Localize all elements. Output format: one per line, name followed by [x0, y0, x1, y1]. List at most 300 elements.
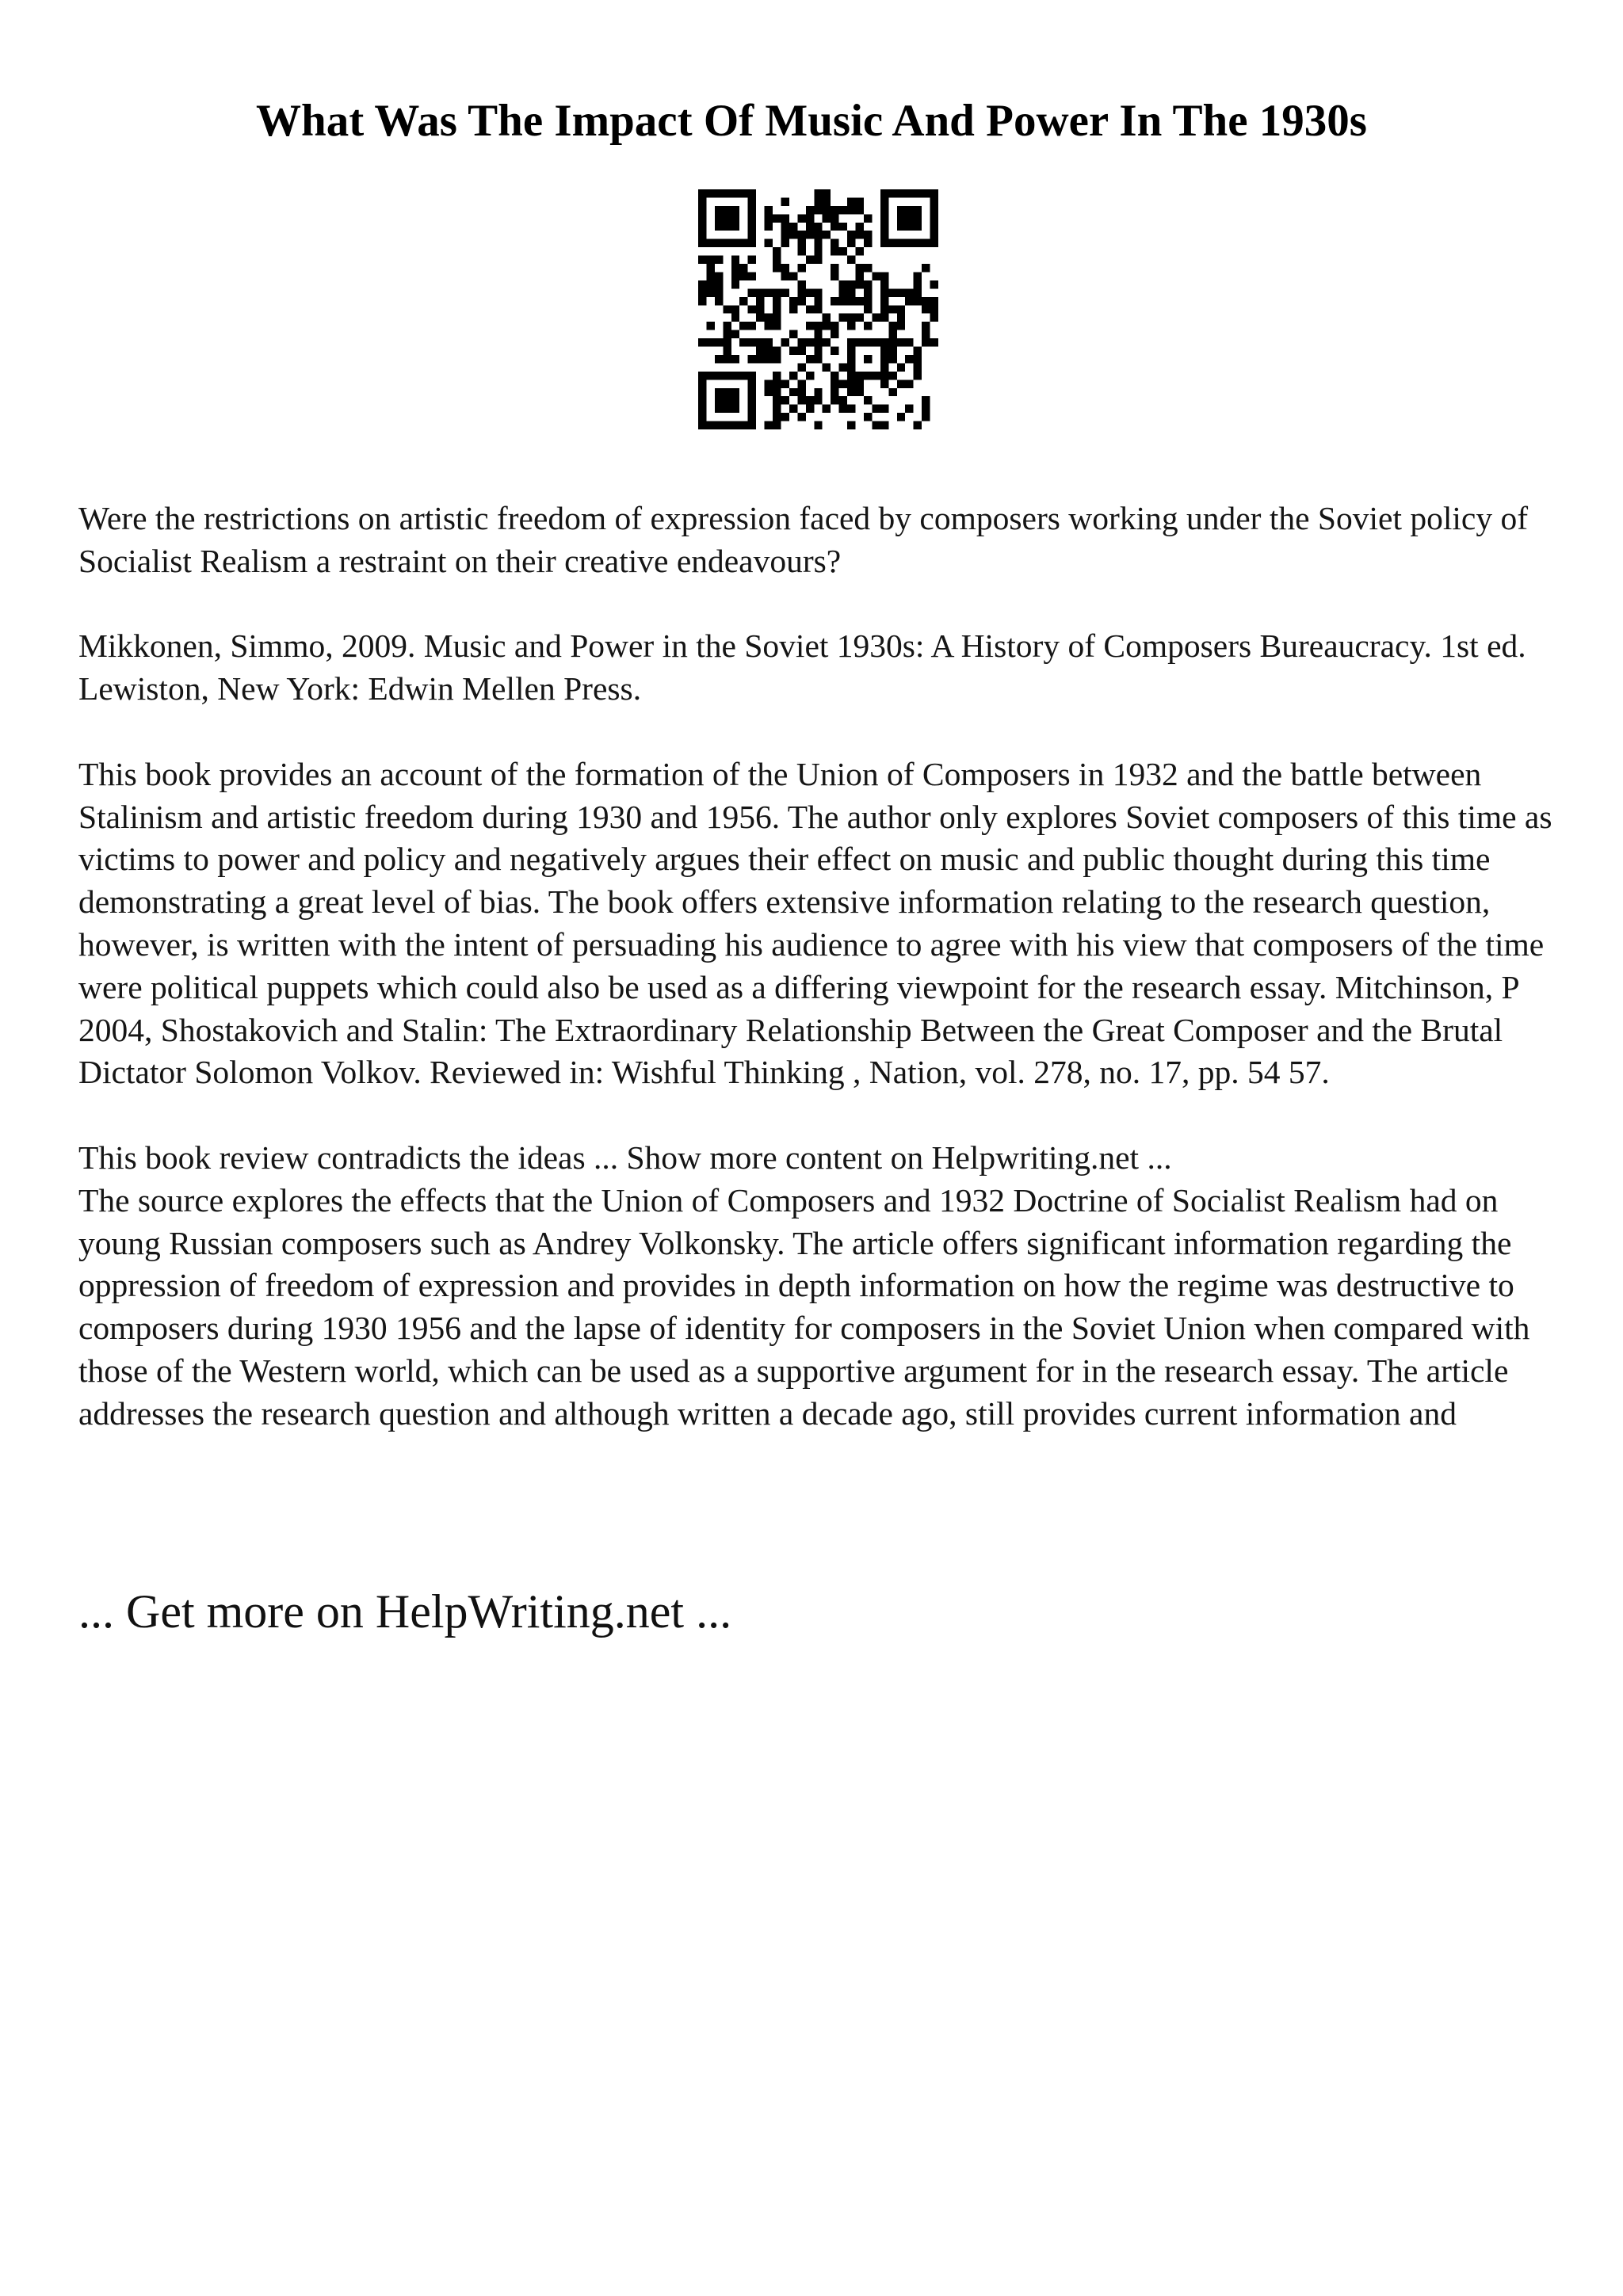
qr-module	[914, 239, 922, 247]
qr-module	[797, 363, 805, 371]
qr-module	[856, 379, 864, 387]
qr-module	[864, 280, 872, 288]
qr-module	[698, 206, 706, 214]
qr-module	[930, 231, 938, 238]
qr-module	[880, 288, 888, 296]
qr-module	[789, 388, 797, 396]
qr-module	[847, 256, 855, 264]
qr-module	[914, 421, 922, 429]
qr-module	[930, 197, 938, 205]
qr-module	[739, 264, 747, 272]
qr-module	[765, 322, 773, 330]
qr-module	[748, 372, 756, 379]
qr-module	[888, 189, 896, 197]
qr-module	[806, 396, 814, 404]
qr-module	[789, 297, 797, 305]
qr-module	[715, 189, 723, 197]
qr-module	[773, 347, 781, 355]
qr-module	[739, 189, 747, 197]
qr-module	[880, 355, 888, 363]
qr-module	[905, 189, 913, 197]
qr-module	[888, 338, 896, 346]
qr-module	[797, 379, 805, 387]
qr-module	[748, 396, 756, 404]
qr-module	[814, 206, 822, 214]
qr-module	[864, 239, 872, 247]
qr-module	[831, 388, 838, 396]
qr-module	[922, 305, 930, 313]
qr-module	[823, 363, 831, 371]
qr-module	[723, 338, 731, 346]
qr-module	[905, 223, 913, 231]
qr-module	[797, 388, 805, 396]
qr-module	[765, 288, 773, 296]
qr-module	[914, 363, 922, 371]
qr-module	[706, 372, 714, 379]
qr-module	[698, 214, 706, 222]
qr-module	[847, 421, 855, 429]
qr-module	[797, 288, 805, 296]
qr-module	[698, 297, 706, 305]
qr-module	[748, 338, 756, 346]
qr-module	[839, 288, 847, 296]
qr-module	[880, 421, 888, 429]
qr-module	[914, 297, 922, 305]
qr-module	[897, 214, 905, 222]
qr-module	[839, 297, 847, 305]
qr-module	[723, 421, 731, 429]
qr-module	[731, 314, 739, 322]
qr-module	[765, 388, 773, 396]
show-more-line[interactable]: This book review contradicts the ideas ... Show more content on Helpwriting.net ...	[78, 1138, 1172, 1176]
qr-module	[814, 197, 822, 205]
qr-module	[715, 223, 723, 231]
qr-module	[781, 197, 789, 205]
qr-module	[847, 347, 855, 355]
qr-module	[880, 363, 888, 371]
qr-module	[856, 206, 864, 214]
source-paragraph: The source explores the effects that the Union of Composers and 1932 Doctrine of Socialist Realism had on young Russian composers such as Andrey Volkonsky. The article offers significant information regarding the oppression of freedom of expression and provides in depth information on how the regime was destructive to composers during 1930 1956 and the lapse of identity for composers in the Soviet Union when compared with those of the Western world, which can be used as a supportive argument for in the research essay. The article addresses the research question and although written a decade ago, still provides current information and	[78, 1181, 1530, 1432]
qr-module	[814, 189, 822, 197]
qr-module	[930, 305, 938, 313]
qr-module	[864, 231, 872, 238]
qr-module	[823, 405, 831, 413]
qr-module	[797, 231, 805, 238]
qr-module	[765, 338, 773, 346]
qr-module	[748, 256, 756, 264]
qr-module	[880, 347, 888, 355]
qr-module	[914, 288, 922, 296]
qr-module	[748, 405, 756, 413]
qr-module	[814, 330, 822, 338]
qr-module	[914, 206, 922, 214]
qr-module	[765, 314, 773, 322]
qr-module	[856, 231, 864, 238]
qr-module	[765, 379, 773, 387]
qr-module	[914, 214, 922, 222]
qr-module	[880, 214, 888, 222]
qr-module	[781, 231, 789, 238]
qr-module	[781, 214, 789, 222]
qr-module	[922, 189, 930, 197]
qr-module	[715, 297, 723, 305]
qr-module	[930, 189, 938, 197]
qr-module	[897, 363, 905, 371]
qr-module	[922, 338, 930, 346]
question-paragraph: Were the restrictions on artistic freedom of expression faced by composers working under the Soviet policy of Socialist Realism a restraint on their creative endeavours?	[78, 500, 1529, 579]
qr-module	[814, 338, 822, 346]
qr-module	[773, 405, 781, 413]
qr-module	[698, 288, 706, 296]
qr-module	[797, 347, 805, 355]
qr-module	[789, 330, 797, 338]
document-body	[78, 498, 1568, 1478]
qr-module	[748, 388, 756, 396]
qr-module	[715, 338, 723, 346]
qr-module	[781, 396, 789, 404]
qr-module	[856, 314, 864, 322]
qr-module	[715, 372, 723, 379]
qr-module	[748, 272, 756, 280]
qr-module	[789, 231, 797, 238]
qr-module	[847, 322, 855, 330]
qr-module	[731, 421, 739, 429]
qr-module	[922, 264, 930, 272]
qr-module	[922, 239, 930, 247]
qr-module	[706, 256, 714, 264]
qr-module	[823, 338, 831, 346]
qr-module	[814, 239, 822, 247]
qr-module	[814, 247, 822, 255]
qr-module	[797, 239, 805, 247]
qr-module	[723, 305, 731, 313]
qr-module	[839, 396, 847, 404]
qr-module	[806, 223, 814, 231]
qr-module	[847, 231, 855, 238]
qr-module	[706, 322, 714, 330]
qr-module	[731, 396, 739, 404]
qr-module	[856, 247, 864, 255]
qr-module	[748, 305, 756, 313]
qr-module	[715, 405, 723, 413]
qr-module	[723, 322, 731, 330]
qr-module	[698, 413, 706, 421]
qr-module	[797, 396, 805, 404]
qr-module	[839, 280, 847, 288]
qr-module	[814, 322, 822, 330]
qr-module	[814, 231, 822, 238]
qr-module	[723, 239, 731, 247]
qr-module	[839, 405, 847, 413]
qr-module	[880, 189, 888, 197]
qr-module	[698, 231, 706, 238]
qr-module	[856, 223, 864, 231]
qr-module	[864, 214, 872, 222]
qr-module	[847, 355, 855, 363]
qr-module	[847, 372, 855, 379]
qr-module	[847, 379, 855, 387]
qr-module	[765, 421, 773, 429]
qr-module	[880, 197, 888, 205]
qr-module	[748, 231, 756, 238]
qr-module	[831, 330, 838, 338]
qr-module	[715, 206, 723, 214]
qr-module	[789, 372, 797, 379]
qr-module	[723, 223, 731, 231]
qr-module	[831, 214, 838, 222]
qr-module	[930, 214, 938, 222]
qr-module	[897, 223, 905, 231]
qr-module	[831, 372, 838, 379]
qr-module	[739, 297, 747, 305]
qr-module	[723, 388, 731, 396]
qr-module	[698, 338, 706, 346]
qr-module	[847, 297, 855, 305]
qr-module	[872, 272, 880, 280]
qr-module	[897, 189, 905, 197]
qr-module	[839, 314, 847, 322]
qr-module	[831, 379, 838, 387]
qr-module	[773, 421, 781, 429]
qr-module	[731, 214, 739, 222]
qr-module	[698, 388, 706, 396]
qr-module	[872, 314, 880, 322]
qr-module	[773, 355, 781, 363]
qr-module	[814, 396, 822, 404]
qr-module	[880, 231, 888, 238]
qr-module	[723, 330, 731, 338]
qr-module	[897, 338, 905, 346]
qr-module	[864, 396, 872, 404]
qr-module	[773, 264, 781, 272]
qr-module	[765, 355, 773, 363]
qr-module	[773, 379, 781, 387]
qr-module	[748, 223, 756, 231]
qr-module	[773, 247, 781, 255]
qr-module	[731, 264, 739, 272]
qr-module	[856, 264, 864, 272]
qr-module	[748, 206, 756, 214]
qr-module	[880, 272, 888, 280]
qr-module	[905, 297, 913, 305]
qr-module	[880, 206, 888, 214]
review-paragraph: This book provides an account of the formation of the Union of Composers in 1932 and the battle between Stalinism and artistic freedom during 1930 and 1956. The author only explores Soviet composers of this time as victims to power and policy and negatively argues their effect on music and public thought during this time demonstrating a great level of bias. The book offers extensive information relating to the research question, however, is written with the intent of persuading his audience to agree with his view that composers of the time were political puppets which could also be used as a differing viewpoint for the research essay. Mitchinson, P 2004, Shostakovich and Stalin: The Extraordinary Relationship Between the Great Composer and the Brutal Dictator Solomon Volkov. Reviewed in: Wishful Thinking , Nation, vol. 278, no. 17, pp. 54 57.	[78, 755, 1552, 1091]
qr-module	[706, 239, 714, 247]
qr-module	[773, 388, 781, 396]
qr-module	[831, 322, 838, 330]
qr-module	[922, 413, 930, 421]
qr-module	[706, 272, 714, 280]
qr-module	[814, 223, 822, 231]
qr-module	[864, 355, 872, 363]
qr-module	[706, 338, 714, 346]
qr-module	[773, 288, 781, 296]
qr-module	[773, 256, 781, 264]
qr-module	[698, 421, 706, 429]
qr-module	[715, 396, 723, 404]
qr-module	[806, 338, 814, 346]
qr-module	[880, 223, 888, 231]
qr-module	[914, 223, 922, 231]
qr-module	[715, 256, 723, 264]
qr-module	[806, 206, 814, 214]
qr-module	[880, 280, 888, 288]
qr-module	[731, 372, 739, 379]
qr-module	[864, 264, 872, 272]
qr-module	[872, 372, 880, 379]
qr-module	[914, 189, 922, 197]
qr-module	[698, 379, 706, 387]
qr-module	[839, 206, 847, 214]
qr-module	[864, 305, 872, 313]
qr-module	[806, 305, 814, 313]
qr-module	[806, 322, 814, 330]
qr-module	[880, 297, 888, 305]
qr-module	[864, 297, 872, 305]
qr-module	[880, 239, 888, 247]
qr-module	[831, 347, 838, 355]
qr-module	[723, 206, 731, 214]
qr-module	[748, 239, 756, 247]
qr-module	[797, 247, 805, 255]
qr-module	[706, 421, 714, 429]
qr-module	[731, 256, 739, 264]
qr-module	[756, 347, 764, 355]
qr-module	[739, 272, 747, 280]
qr-module	[930, 338, 938, 346]
qr-module	[731, 223, 739, 231]
qr-module	[922, 322, 930, 330]
qr-module	[715, 239, 723, 247]
qr-module	[698, 396, 706, 404]
qr-module	[905, 379, 913, 387]
qr-module	[914, 347, 922, 355]
qr-module	[831, 223, 838, 231]
qr-module	[914, 372, 922, 379]
qr-module	[773, 396, 781, 404]
qr-module	[715, 355, 723, 363]
qr-module	[797, 280, 805, 288]
qr-module	[880, 372, 888, 379]
qr-module	[715, 280, 723, 288]
qr-module	[773, 305, 781, 313]
qr-module	[781, 379, 789, 387]
qr-module	[765, 214, 773, 222]
qr-module	[748, 355, 756, 363]
qr-module	[789, 272, 797, 280]
qr-module	[831, 206, 838, 214]
qr-module	[756, 305, 764, 313]
qr-module	[905, 288, 913, 296]
qr-module	[715, 421, 723, 429]
qr-module	[823, 197, 831, 205]
qr-module	[930, 297, 938, 305]
qr-module	[814, 297, 822, 305]
qr-module	[880, 338, 888, 346]
qr-module	[723, 347, 731, 355]
qr-module	[781, 338, 789, 346]
qr-module	[823, 231, 831, 238]
qr-module	[706, 288, 714, 296]
qr-module	[922, 405, 930, 413]
qr-module	[864, 413, 872, 421]
qr-module	[880, 314, 888, 322]
qr-module	[773, 322, 781, 330]
qr-module	[914, 280, 922, 288]
qr-module	[914, 272, 922, 280]
qr-module	[930, 223, 938, 231]
qr-module	[748, 214, 756, 222]
qr-module	[872, 338, 880, 346]
qr-module	[847, 206, 855, 214]
qr-module	[872, 405, 880, 413]
qr-module	[706, 189, 714, 197]
qr-module	[930, 314, 938, 322]
qr-module	[698, 372, 706, 379]
qr-module	[698, 189, 706, 197]
qr-module	[789, 347, 797, 355]
qr-module	[806, 405, 814, 413]
qr-module	[706, 264, 714, 272]
qr-module	[765, 347, 773, 355]
qr-module	[814, 421, 822, 429]
qr-module	[922, 330, 930, 338]
qr-module	[839, 247, 847, 255]
qr-module	[797, 264, 805, 272]
qr-module	[731, 189, 739, 197]
qr-module	[731, 272, 739, 280]
qr-module	[806, 372, 814, 379]
get-more-link[interactable]: ... Get more on HelpWriting.net ...	[78, 1585, 732, 1638]
qr-module	[698, 405, 706, 413]
qr-module	[723, 189, 731, 197]
qr-module	[897, 413, 905, 421]
qr-module	[897, 322, 905, 330]
qr-module	[897, 314, 905, 322]
qr-module	[756, 288, 764, 296]
qr-module	[847, 280, 855, 288]
qr-module	[922, 396, 930, 404]
qr-module	[897, 206, 905, 214]
qr-module	[748, 322, 756, 330]
qr-module	[797, 297, 805, 305]
qr-module	[831, 239, 838, 247]
qr-module	[748, 379, 756, 387]
qr-module	[731, 330, 739, 338]
qr-module	[773, 297, 781, 305]
qr-module	[731, 206, 739, 214]
qr-module	[748, 421, 756, 429]
qr-module	[823, 314, 831, 322]
qr-module	[888, 288, 896, 296]
qr-module	[806, 231, 814, 238]
qr-code-icon	[698, 189, 938, 429]
qr-module	[856, 197, 864, 205]
qr-module	[831, 272, 838, 280]
qr-module	[723, 405, 731, 413]
qr-module	[773, 314, 781, 322]
qr-module	[765, 206, 773, 214]
qr-module	[888, 347, 896, 355]
qr-module	[905, 239, 913, 247]
qr-module	[839, 223, 847, 231]
qr-module	[847, 388, 855, 396]
qr-module	[888, 305, 896, 313]
qr-module	[814, 256, 822, 264]
qr-module	[897, 239, 905, 247]
qr-module	[847, 405, 855, 413]
qr-module	[856, 280, 864, 288]
